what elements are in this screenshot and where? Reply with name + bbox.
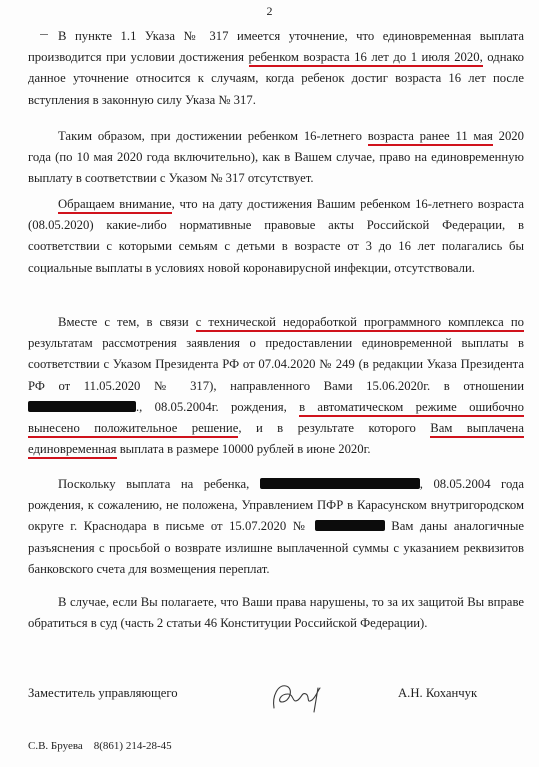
paragraph-2 <box>28 126 524 190</box>
p1-text-c: однако данное уточнение относится к случаям, когда ребенок достиг возраста 16 лет после вступления в законную силу Указа № 317. <box>28 50 524 107</box>
p1-highlight: ребенком возраста 16 лет до 1 июля 2020, <box>249 50 483 67</box>
redacted-name-1 <box>28 401 136 412</box>
p5-text-c: Вам даны аналогичные разъяснения с просьбой о возврате излишне выплаченной суммы с указанием реквизитов банковского счета для возмещения переплат. <box>28 519 524 576</box>
p2-text-c: 2020 года (по 10 мая 2020 года включительно), как в Вашем случае, право на единовременную выплату в соответствии с Указом № 317 отсутствует. <box>28 129 524 186</box>
executor-phone: 8(861) 214-28-45 <box>93 740 172 752</box>
redacted-number <box>315 520 385 531</box>
signatory-position: Заместитель управляющего <box>28 686 178 700</box>
page-number: 2 <box>266 4 273 18</box>
p1-text-a: В пункте 1.1 Указа № 317 имеется уточнение, что единовременная выплата производится при условии достижения <box>28 29 524 65</box>
redacted-name-2 <box>260 478 420 489</box>
paragraph-5 <box>28 474 524 580</box>
p4-text-c: результатам рассмотрения заявления о предоставлении единовременной выплаты в соответствии с Указом Президента РФ от 07.04.2020 № 249 (в редакции Указа Президента РФ от 11.05.2020 № 317), направленного Вами 15.06.2020г. в отношении <box>28 336 524 393</box>
p3-text-b: , что на дату достижения Вашим ребенком 16-летнего возраста (08.05.2020) какие-либо нормативные правовые акты Российской Федерации, в соответствии с которыми семьям с детьми в возрасте от 3 до 16 лет полагались бы социальные выплаты в условиях новой коронавирусной инфекции, отсутствовали. <box>28 197 524 275</box>
p4-highlight-3: Вам выплачена единовременная <box>28 421 524 459</box>
p4-text-f: , и в результате которого <box>238 421 431 436</box>
handwritten-signature <box>268 678 328 716</box>
paragraph-4 <box>28 312 524 460</box>
executor-contact <box>28 740 172 752</box>
p5-text-a: Поскольку выплата на ребенка, <box>58 477 260 491</box>
paragraph-1 <box>28 26 524 111</box>
p4-highlight-2: в автоматическом режиме ошибочно вынесено положительное решение <box>28 400 524 438</box>
p4-text-d: ., 08.05.2004г. рождения, <box>136 399 300 414</box>
p4-text-a: Вместе с тем, в связи <box>58 315 196 329</box>
paragraph-3 <box>28 194 524 279</box>
p6-text: В случае, если Вы полагаете, что Ваши права нарушены, то за их защитой Вы вправе обратиться в суд (часть 2 статьи 46 Конституции Российской Федерации). <box>28 595 524 631</box>
p5-text-b: , 08.05.2004 года рождения, к сожалению, не положена, Управлением ПФР в Карасунском внутригородском округе г. Краснодара в письме от 15.07.2020 № <box>28 477 525 534</box>
signatory-name: А.Н. Коханчук <box>398 686 478 700</box>
p3-highlight: Обращаем внимание <box>58 197 172 214</box>
p4-text-h: выплата в размере 10000 рублей в июне 2020г. <box>116 442 371 457</box>
p2-text-a: Таким образом, при достижении ребенком 16-летнего <box>58 129 368 143</box>
paragraph-6 <box>28 592 524 634</box>
p4-highlight-1: с технической недоработкой программного комплекса по <box>196 315 524 332</box>
executor-name: С.В. Бруева <box>28 740 83 752</box>
p2-highlight: возраста ранее 11 мая <box>368 129 493 146</box>
